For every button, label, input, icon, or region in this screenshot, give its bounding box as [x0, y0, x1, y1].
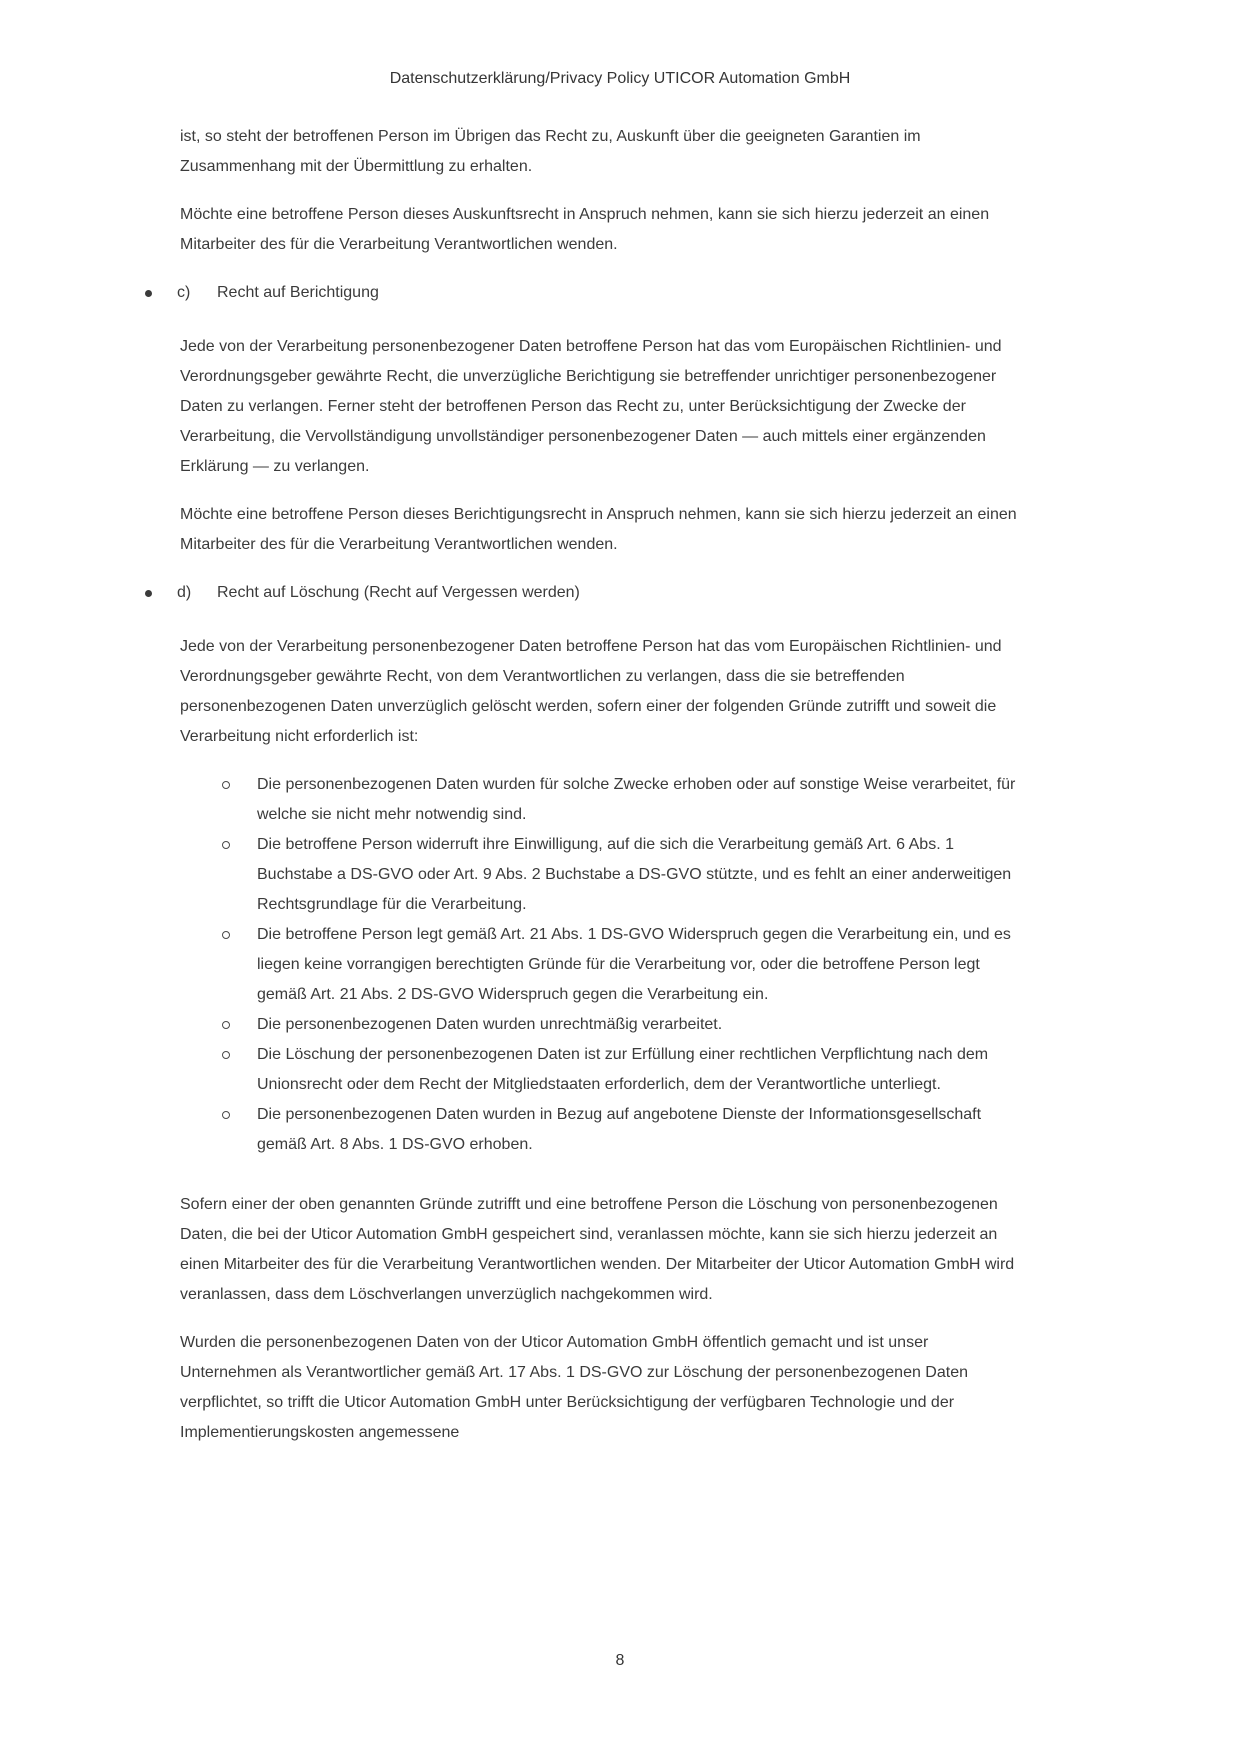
bullet-disc-icon: [144, 578, 177, 608]
section-d-paragraph: Jede von der Verarbeitung personenbezogener Daten betroffene Person hat das vom Europäischen Richtlinien- und Verordnungsgeber gewährte Recht, von dem Verantwortlichen zu verlangen, dass die sie betreffenden personenbezogenen Daten unverzüglich gelöscht werden, sofern einer der folgenden Gründe zutrifft und soweit die Verarbeitung nicht erforderlich ist:: [180, 638, 1002, 745]
document-body: [177, 122, 1018, 1448]
sub-list-item: [220, 1100, 1018, 1160]
bullet-circle-icon: [220, 920, 257, 1010]
sub-list-item: [220, 1010, 1018, 1040]
bullet-disc-icon: [144, 278, 177, 308]
section-c-paragraph: Jede von der Verarbeitung personenbezogener Daten betroffene Person hat das vom Europäischen Richtlinien- und Verordnungsgeber gewährte Recht, die unverzügliche Berichtigung sie betreffender unrichtiger personenbezogener Daten zu verlangen. Ferner steht der betroffenen Person das Recht zu, unter Berücksichtigung der Zwecke der Verarbeitung, die Vervollständigung unvollständiger personenbezogener Daten — auch mittels einer ergänzenden Erklärung — zu verlangen.: [180, 338, 1002, 475]
bullet-circle-icon: [220, 770, 257, 830]
list-item-label: c): [177, 284, 191, 301]
sub-list-item: [220, 770, 1018, 830]
sub-list-item-text: Die Löschung der personenbezogenen Daten ist zur Erfüllung einer rechtlichen Verpflichtung nach dem Unionsrecht oder dem Recht der Mitgliedstaaten erforderlich, dem der Verantwortliche unterliegt.: [257, 1046, 989, 1093]
sub-list-item-text: Die personenbezogenen Daten wurden in Bezug auf angebotene Dienste der Informationsgesellschaft gemäß Art. 8 Abs. 1 DS-GVO erhoben.: [257, 1106, 982, 1153]
section-c-paragraph: Möchte eine betroffene Person dieses Berichtigungsrecht in Anspruch nehmen, kann sie sich hierzu jederzeit an einen Mitarbeiter des für die Verarbeitung Verantwortlichen wenden.: [180, 506, 1017, 553]
intro-paragraph: ist, so steht der betroffenen Person im Übrigen das Recht zu, Auskunft über die geeigneten Garantien im Zusammenhang mit der Übermittlung zu erhalten.: [180, 128, 921, 175]
sub-list-item-text: Die betroffene Person legt gemäß Art. 21 Abs. 1 DS-GVO Widerspruch gegen die Verarbeitung ein, und es liegen keine vorrangigen berechtigten Gründe für die Verarbeitung vor, oder die betroffene Person legt gemäß Art. 21 Abs. 2 DS-GVO Widerspruch gegen die Verarbeitung ein.: [257, 926, 1011, 1003]
section-d-closing-paragraph: Sofern einer der oben genannten Gründe zutrifft und eine betroffene Person die Löschung von personenbezogenen Daten, die bei der Uticor Automation GmbH gespeichert sind, veranlassen möchte, kann sie sich hierzu jederzeit an einen Mitarbeiter des für die Verarbeitung Verantwortlichen wenden. Der Mitarbeiter der Uticor Automation GmbH wird veranlassen, dass dem Löschverlangen unverzüglich nachgekommen wird.: [180, 1196, 1015, 1303]
sub-list-item: [220, 1040, 1018, 1100]
list-item-title: Recht auf Löschung (Recht auf Vergessen werden): [217, 584, 580, 601]
bullet-circle-icon: [220, 1040, 257, 1100]
list-item-title: Recht auf Berichtigung: [217, 284, 379, 301]
bullet-circle-icon: [220, 1010, 257, 1040]
document-header-title: Datenschutzerklärung/Privacy Policy UTICOR Automation GmbH: [389, 70, 851, 87]
list-item-d-heading: [144, 578, 1018, 608]
section-d-closing-paragraph: Wurden die personenbezogenen Daten von der Uticor Automation GmbH öffentlich gemacht und ist unser Unternehmen als Verantwortlicher gemäß Art. 17 Abs. 1 DS-GVO zur Löschung der personenbezogenen Daten verpflichtet, so trifft die Uticor Automation GmbH unter Berücksichtigung der verfügbaren Technologie und der Implementierungskosten angemessene: [180, 1334, 968, 1441]
sub-list-item-text: Die personenbezogenen Daten wurden unrechtmäßig verarbeitet.: [257, 1016, 723, 1033]
bullet-circle-icon: [220, 830, 257, 920]
bullet-circle-icon: [220, 1100, 257, 1160]
list-item-label: d): [177, 584, 192, 601]
sub-bullet-list: [220, 770, 1018, 1160]
sub-list-item-text: Die betroffene Person widerruft ihre Einwilligung, auf die sich die Verarbeitung gemäß Art. 6 Abs. 1 Buchstabe a DS-GVO oder Art. 9 Abs. 2 Buchstabe a DS-GVO stützte, und es fehlt an einer anderweitigen Rechtsgrundlage für die Verarbeitung.: [257, 836, 1012, 913]
sub-list-item: [220, 830, 1018, 920]
intro-paragraph: Möchte eine betroffene Person dieses Auskunftsrecht in Anspruch nehmen, kann sie sich hierzu jederzeit an einen Mitarbeiter des für die Verarbeitung Verantwortlichen wenden.: [180, 206, 990, 253]
sub-list-item-text: Die personenbezogenen Daten wurden für solche Zwecke erhoben oder auf sonstige Weise verarbeitet, für welche sie nicht mehr notwendig sind.: [257, 776, 1016, 823]
sub-list-item: [220, 920, 1018, 1010]
list-item-c-heading: [144, 278, 1018, 308]
page-number: 8: [615, 1652, 625, 1669]
